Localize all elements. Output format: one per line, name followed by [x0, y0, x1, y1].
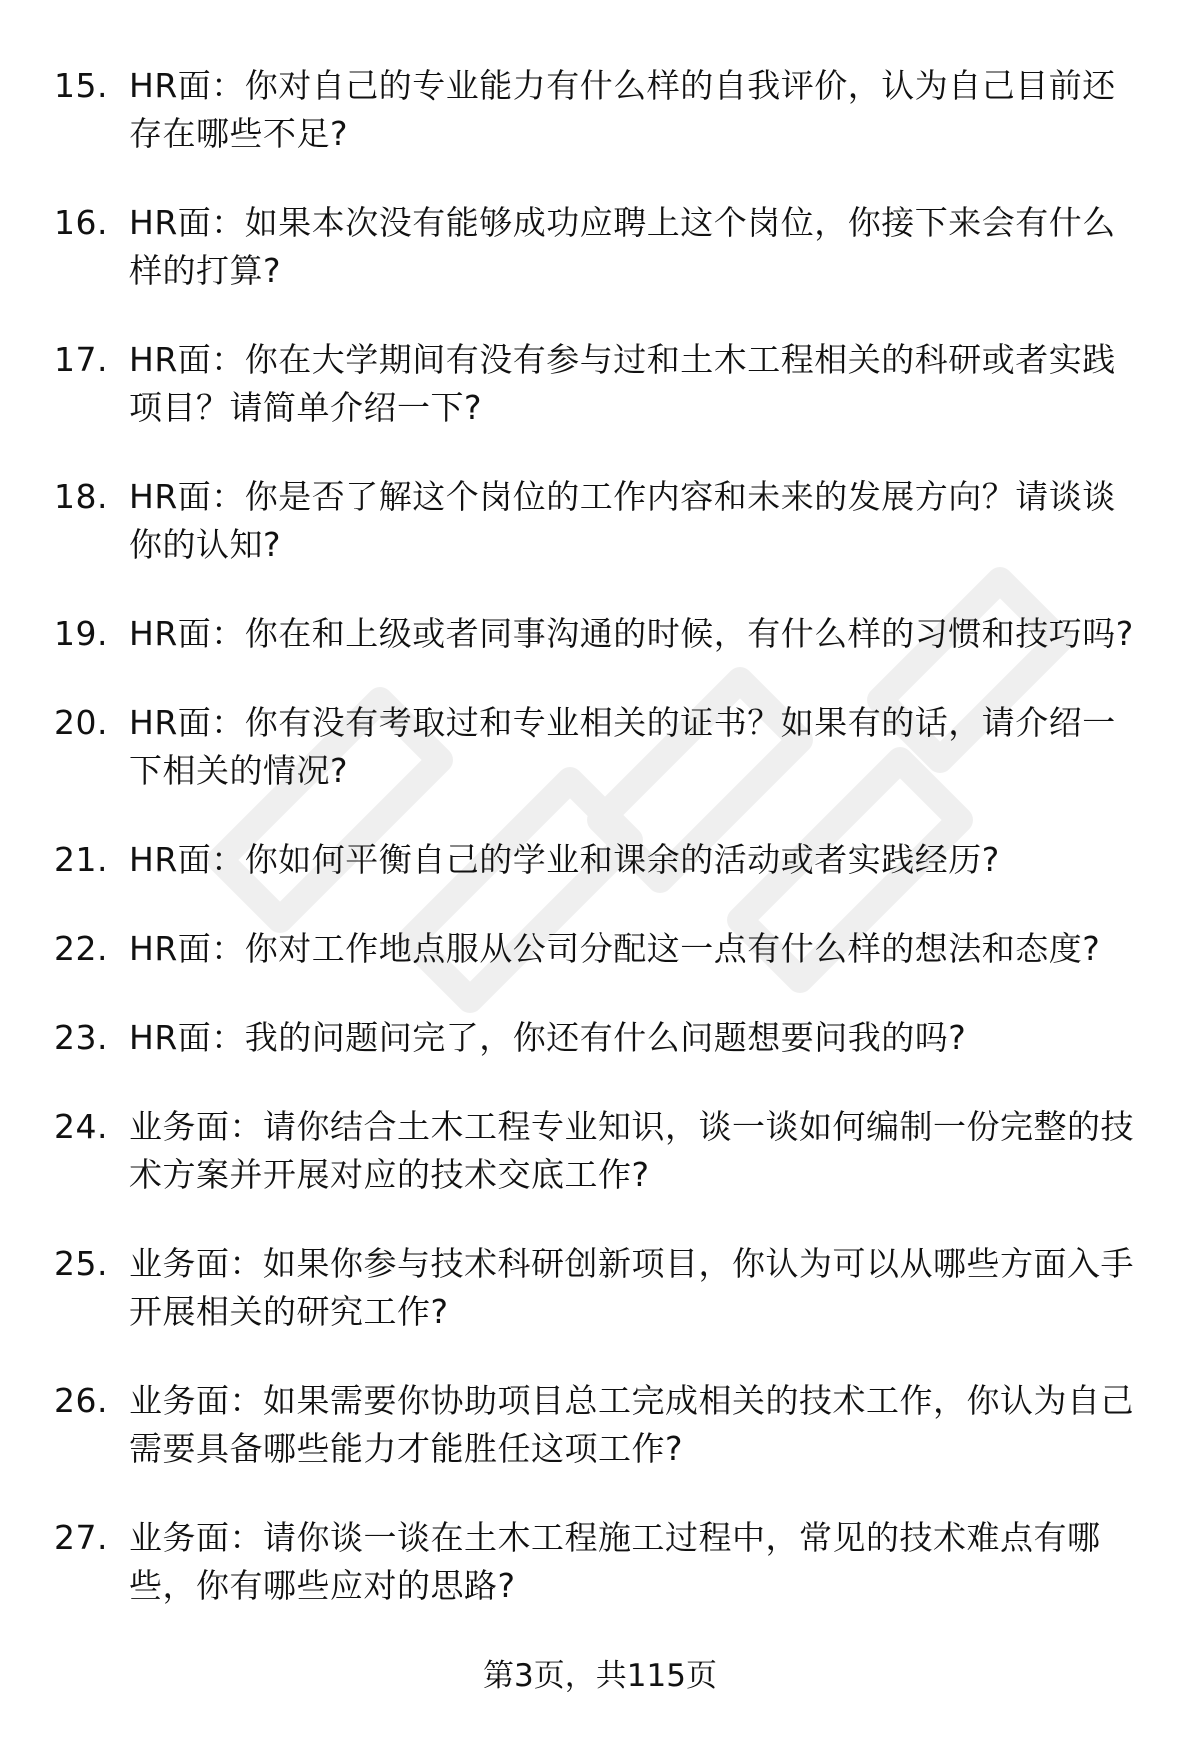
list-item: [0, 1514, 1200, 1610]
question-number: 16.: [54, 203, 108, 242]
question-number: 18.: [54, 477, 108, 516]
question-text: HR面：如果本次没有能够成功应聘上这个岗位，你接下来会有什么样的打算?: [129, 203, 1116, 290]
question-text: HR面：你是否了解这个岗位的工作内容和未来的发展方向？请谈谈你的认知?: [129, 477, 1116, 564]
list-item: [0, 610, 1200, 658]
question-text: 业务面：如果你参与技术科研创新项目，你认为可以从哪些方面入手开展相关的研究工作?: [129, 1244, 1134, 1331]
list-item: [0, 1103, 1200, 1199]
question-list: [0, 62, 1200, 1651]
list-item: [0, 473, 1200, 569]
question-number: 21.: [54, 840, 108, 879]
question-number: 20.: [54, 703, 108, 742]
question-text: 业务面：请你谈一谈在土木工程施工过程中，常见的技术难点有哪些，你有哪些应对的思路?: [129, 1518, 1101, 1605]
question-text: HR面：你在和上级或者同事沟通的时候，有什么样的习惯和技巧吗?: [129, 614, 1134, 653]
question-text: HR面：你对自己的专业能力有什么样的自我评价，认为自己目前还存在哪些不足?: [129, 66, 1116, 153]
question-number: 23.: [54, 1018, 108, 1057]
question-number: 27.: [54, 1518, 108, 1557]
question-number: 19.: [54, 614, 108, 653]
question-text: HR面：你如何平衡自己的学业和课余的活动或者实践经历?: [129, 840, 1000, 879]
question-number: 25.: [54, 1244, 108, 1283]
list-item: [0, 62, 1200, 158]
question-number: 24.: [54, 1107, 108, 1146]
list-item: [0, 199, 1200, 295]
question-number: 17.: [54, 340, 108, 379]
page-footer: 第3页，共115页: [483, 1658, 717, 1694]
list-item: [0, 699, 1200, 795]
list-item: [0, 1014, 1200, 1062]
list-item: [0, 1240, 1200, 1336]
question-text: HR面：我的问题问完了，你还有什么问题想要问我的吗?: [129, 1018, 967, 1057]
question-number: 15.: [54, 66, 108, 105]
question-text: 业务面：如果需要你协助项目总工完成相关的技术工作，你认为自己需要具备哪些能力才能胜任这项工作?: [129, 1381, 1134, 1468]
question-text: HR面：你有没有考取过和专业相关的证书？如果有的话，请介绍一下相关的情况?: [129, 703, 1116, 790]
list-item: [0, 336, 1200, 432]
list-item: [0, 925, 1200, 973]
question-text: 业务面：请你结合土木工程专业知识，谈一谈如何编制一份完整的技术方案并开展对应的技术交底工作?: [129, 1107, 1134, 1194]
question-text: HR面：你对工作地点服从公司分配这一点有什么样的想法和态度?: [129, 929, 1101, 968]
list-item: [0, 836, 1200, 884]
question-text: HR面：你在大学期间有没有参与过和土木工程相关的科研或者实践项目？请简单介绍一下?: [129, 340, 1116, 427]
question-number: 26.: [54, 1381, 108, 1420]
list-item: [0, 1377, 1200, 1473]
question-number: 22.: [54, 929, 108, 968]
